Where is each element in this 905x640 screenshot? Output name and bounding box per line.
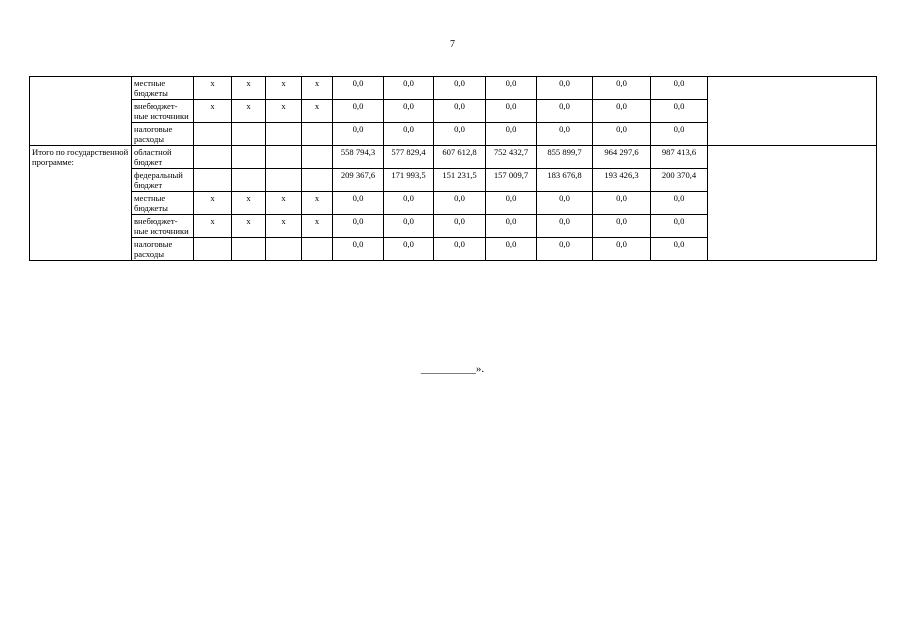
mark-cell: х [232, 192, 266, 215]
note-cell [708, 146, 877, 261]
value-cell: 0,0 [537, 238, 593, 261]
value-cell: 0,0 [537, 192, 593, 215]
value-cell: 183 676,8 [537, 169, 593, 192]
mark-cell: х [266, 100, 302, 123]
mark-cell [266, 123, 302, 146]
value-cell: 0,0 [593, 100, 651, 123]
mark-cell: х [266, 77, 302, 100]
value-cell: 0,0 [434, 238, 486, 261]
value-cell: 0,0 [333, 238, 384, 261]
value-cell: 0,0 [593, 215, 651, 238]
mark-cell [194, 238, 232, 261]
mark-cell [194, 123, 232, 146]
value-cell: 0,0 [651, 215, 708, 238]
value-cell: 0,0 [593, 238, 651, 261]
mark-cell: х [194, 77, 232, 100]
mark-cell [302, 146, 333, 169]
value-cell: 0,0 [593, 192, 651, 215]
mark-cell: х [194, 100, 232, 123]
value-cell: 0,0 [384, 77, 434, 100]
budget-table [29, 76, 877, 261]
funding-source-cell: внебюджет-ные источники [132, 100, 194, 123]
value-cell: 0,0 [537, 215, 593, 238]
value-cell: 0,0 [651, 238, 708, 261]
mark-cell: х [302, 77, 333, 100]
mark-cell [266, 146, 302, 169]
value-cell: 0,0 [333, 123, 384, 146]
value-cell: 0,0 [384, 192, 434, 215]
value-cell: 0,0 [593, 77, 651, 100]
value-cell: 752 432,7 [486, 146, 537, 169]
value-cell: 193 426,3 [593, 169, 651, 192]
table-row [30, 77, 877, 100]
table-row [30, 146, 877, 169]
value-cell: 987 413,6 [651, 146, 708, 169]
value-cell: 0,0 [434, 123, 486, 146]
value-cell: 0,0 [593, 123, 651, 146]
value-cell: 0,0 [486, 192, 537, 215]
value-cell: 0,0 [333, 215, 384, 238]
value-cell: 0,0 [651, 192, 708, 215]
mark-cell: х [266, 192, 302, 215]
program-total-label [30, 77, 132, 146]
funding-source-cell: местные бюджеты [132, 77, 194, 100]
funding-source-cell: налоговые расходы [132, 123, 194, 146]
note-cell [708, 77, 877, 146]
value-cell: 0,0 [384, 215, 434, 238]
value-cell: 0,0 [333, 77, 384, 100]
mark-cell [266, 169, 302, 192]
mark-cell: х [232, 77, 266, 100]
value-cell: 0,0 [434, 192, 486, 215]
value-cell: 0,0 [434, 215, 486, 238]
value-cell: 0,0 [537, 123, 593, 146]
funding-source-cell: внебюджет-ные источники [132, 215, 194, 238]
value-cell: 171 993,5 [384, 169, 434, 192]
value-cell: 157 009,7 [486, 169, 537, 192]
value-cell: 0,0 [486, 123, 537, 146]
value-cell: 0,0 [537, 77, 593, 100]
closing-line: __________». [420, 363, 485, 375]
mark-cell [302, 169, 333, 192]
value-cell: 964 297,6 [593, 146, 651, 169]
value-cell: 558 794,3 [333, 146, 384, 169]
value-cell: 209 367,6 [333, 169, 384, 192]
mark-cell: х [194, 215, 232, 238]
program-total-label: Итого по государственной программе: [30, 146, 132, 261]
funding-source-cell: налоговые расходы [132, 238, 194, 261]
value-cell: 0,0 [434, 100, 486, 123]
value-cell: 0,0 [651, 100, 708, 123]
mark-cell: х [232, 215, 266, 238]
funding-source-cell: федеральный бюджет [132, 169, 194, 192]
value-cell: 0,0 [384, 123, 434, 146]
value-cell: 0,0 [333, 100, 384, 123]
value-cell: 0,0 [434, 77, 486, 100]
funding-source-cell: местные бюджеты [132, 192, 194, 215]
mark-cell: х [194, 192, 232, 215]
mark-cell [194, 169, 232, 192]
mark-cell [232, 238, 266, 261]
mark-cell [232, 123, 266, 146]
mark-cell: х [232, 100, 266, 123]
mark-cell: х [266, 215, 302, 238]
mark-cell: х [302, 215, 333, 238]
mark-cell [194, 146, 232, 169]
mark-cell [302, 123, 333, 146]
value-cell: 0,0 [651, 123, 708, 146]
value-cell: 0,0 [384, 100, 434, 123]
funding-source-cell: областной бюджет [132, 146, 194, 169]
value-cell: 577 829,4 [384, 146, 434, 169]
mark-cell [266, 238, 302, 261]
value-cell: 607 612,8 [434, 146, 486, 169]
value-cell: 855 899,7 [537, 146, 593, 169]
value-cell: 0,0 [486, 100, 537, 123]
value-cell: 151 231,5 [434, 169, 486, 192]
mark-cell: х [302, 100, 333, 123]
mark-cell: х [302, 192, 333, 215]
value-cell: 0,0 [486, 77, 537, 100]
page-number: 7 [450, 39, 455, 50]
value-cell: 200 370,4 [651, 169, 708, 192]
value-cell: 0,0 [651, 77, 708, 100]
value-cell: 0,0 [537, 100, 593, 123]
mark-cell [302, 238, 333, 261]
value-cell: 0,0 [384, 238, 434, 261]
value-cell: 0,0 [486, 215, 537, 238]
value-cell: 0,0 [333, 192, 384, 215]
value-cell: 0,0 [486, 238, 537, 261]
mark-cell [232, 169, 266, 192]
mark-cell [232, 146, 266, 169]
